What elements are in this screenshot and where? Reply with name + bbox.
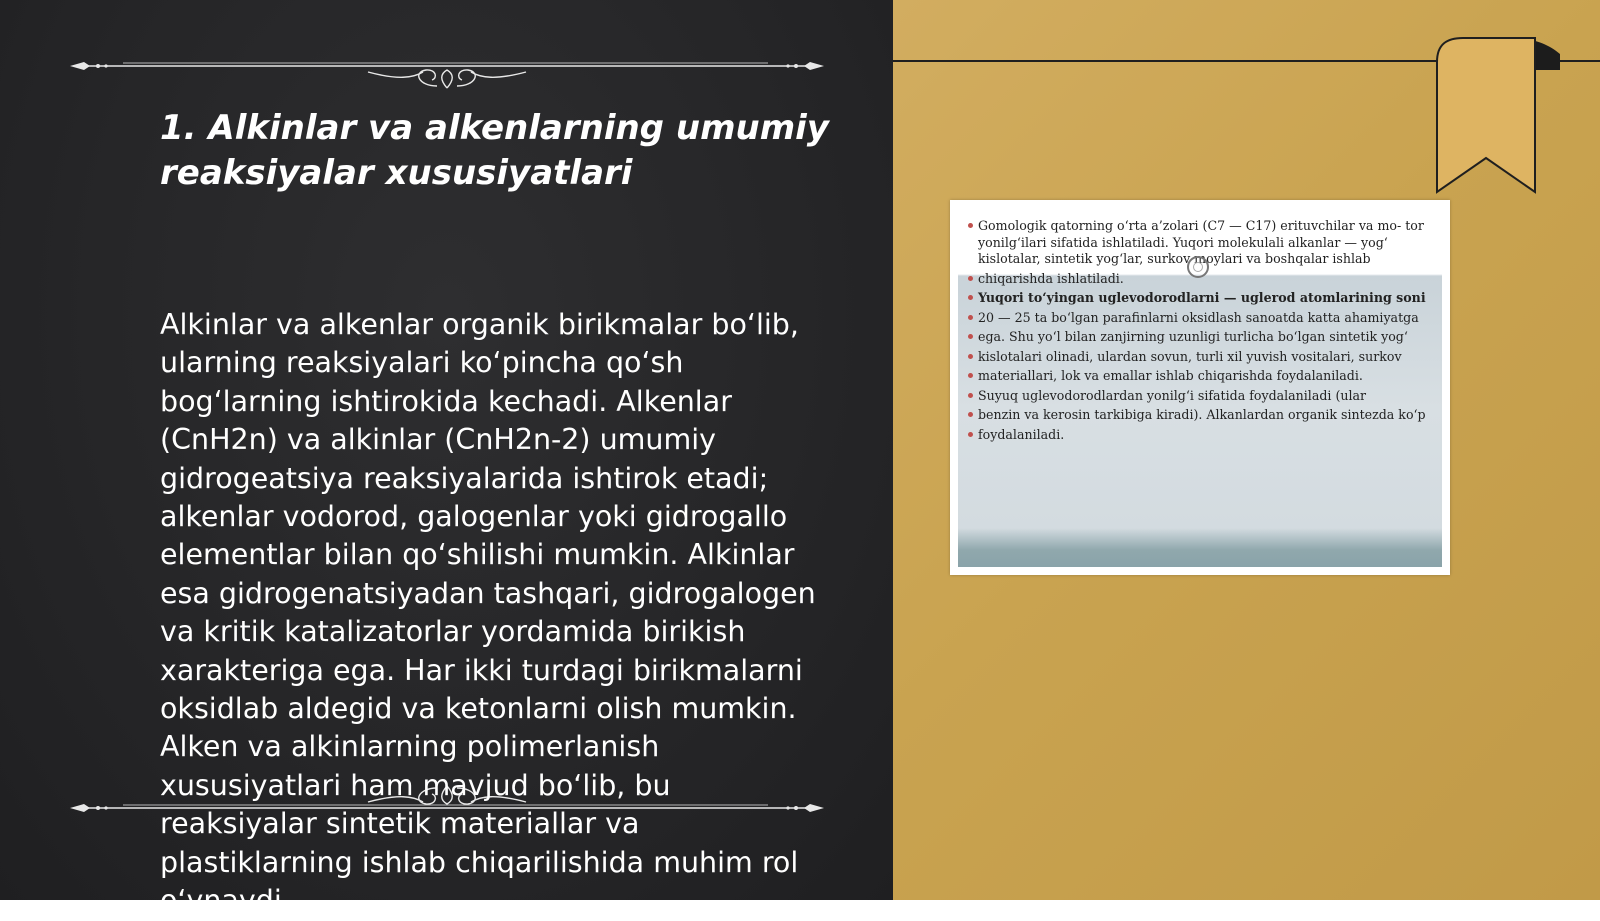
list-item: Yuqori to‘yingan uglevodorodlarni — uglerod atomlarining soni <box>968 290 1432 307</box>
image-bullet-list <box>958 208 1442 443</box>
ornament-divider-top <box>68 40 826 90</box>
list-item: ega. Shu yo‘l bilan zanjirning uzunligi turlicha bo‘lgan sintetik yog‘ <box>968 329 1432 346</box>
list-item: foydalaniladi. <box>968 427 1432 444</box>
slide-title: 1. Alkinlar va alkenlarning umumiy reaksiyalar xususiyatlari <box>160 108 829 193</box>
list-item: materiallari, lok va emallar ishlab chiqarishda foydalaniladi. <box>968 368 1432 385</box>
slide-body-text: Alkinlar va alkenlar organik birikmalar bo‘lib, ularning reaksiyalari ko‘pincha qo‘sh bog‘larning ishtirokida kechadi. Alkenlar (CnH2n) va alkinlar (CnH2n-2) umumiy gidrogeatsiya reaksiyalarida ishtirok etadi; alkenlar vodorod, galogenlar yoki gidrogallo elementlar bilan qo‘shilishi mumkin. Alkinlar esa gidrogenatsiyadan tashqari, gidrogalogen va kritik katalizatorlar yordamida birikish xarakteriga ega. Har ikki turdagi birikmalarni oksidlab aldegid va ketonlarni olish mumkin. Alken va alkinlarning polimerlanish xususiyatlari ham mavjud bo‘lib, bu reaksiyalar sintetik materiallar va plastiklarning ishlab chiqarilishida muhim rol o‘ynaydi. <box>160 308 816 918</box>
cursor-ring-icon <box>1187 256 1209 278</box>
bookmark-ribbon-icon <box>1435 36 1560 198</box>
list-item: Suyuq uglevodorodlardan yonilg‘i sifatida foydalaniladi (ular <box>968 388 1432 405</box>
list-item: benzin va kerosin tarkibiga kiradi). Alkanlardan organik sintezda ko‘p <box>968 407 1432 424</box>
list-item: 20 — 25 ta bo‘lgan parafinlarni oksidlash sanoatda katta ahamiyatga <box>968 310 1432 327</box>
list-item: kislotalari olinadi, ulardan sovun, turli xil yuvish vositalari, surkov <box>968 349 1432 366</box>
list-item: chiqarishda ishlatiladi. <box>968 271 1432 288</box>
list-item: Gomologik qatorning o‘rta a’zolari (C7 — C17) erituvchilar va mo- tor yonilg‘ilari sifatida ishlatiladi. Yuqori molekulali alkanlar — yog‘ kislotalar, sintetik yog‘lar, surkov moylari va boshqalar ishlab <box>968 218 1432 268</box>
